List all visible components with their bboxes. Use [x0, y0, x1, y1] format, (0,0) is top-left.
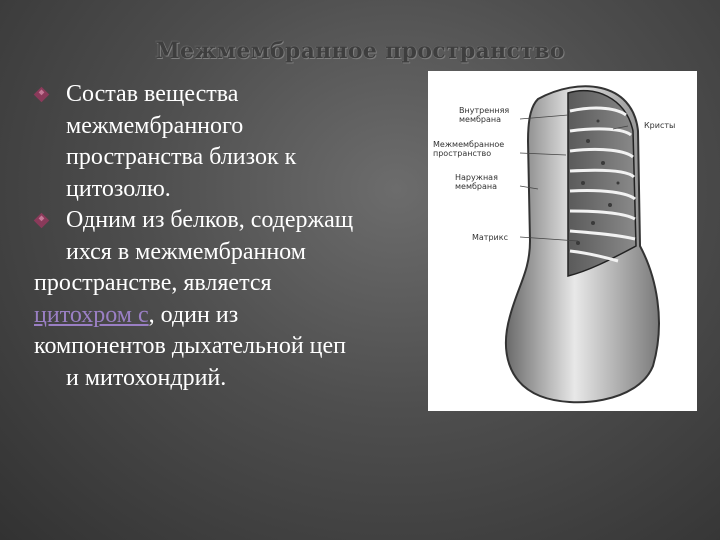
mitochondrion-figure — [428, 71, 697, 411]
diamond-bullet-icon — [34, 87, 50, 103]
label-inner-membrane: Внутренняя мембрана — [459, 106, 510, 124]
bullet-item-1 — [34, 79, 414, 111]
line-7: пространстве, является — [34, 270, 272, 296]
line-1: Состав вещества — [66, 81, 239, 107]
line-4: цитозолю. — [66, 175, 171, 202]
label-cristae: Кристы — [644, 121, 676, 130]
line-8-rest: , один из — [148, 301, 239, 328]
line-6: ихся в межмембранном — [66, 238, 306, 265]
label-intermembrane-space: Межмембранное пространство — [433, 140, 505, 158]
bullet-item-2 — [34, 205, 414, 237]
slide-title: Межмембранное пространство — [155, 38, 565, 64]
line-9: компонентов дыхательной цеп — [34, 333, 346, 359]
cytochrome-c-link[interactable]: цитохром с — [34, 301, 149, 328]
line-5: Одним из белков, содержащ — [66, 207, 354, 233]
diamond-bullet-icon — [34, 213, 50, 229]
line-10: и митохондрий. — [66, 364, 227, 391]
line-3: пространства близок к — [66, 144, 297, 170]
label-matrix: Матрикс — [472, 233, 508, 242]
cutaway-interior — [568, 91, 636, 276]
label-outer-membrane: Наружная мембрана — [455, 173, 498, 191]
body-text — [34, 79, 414, 394]
line-2: межмембранного — [66, 112, 244, 139]
line-8 — [34, 300, 414, 332]
